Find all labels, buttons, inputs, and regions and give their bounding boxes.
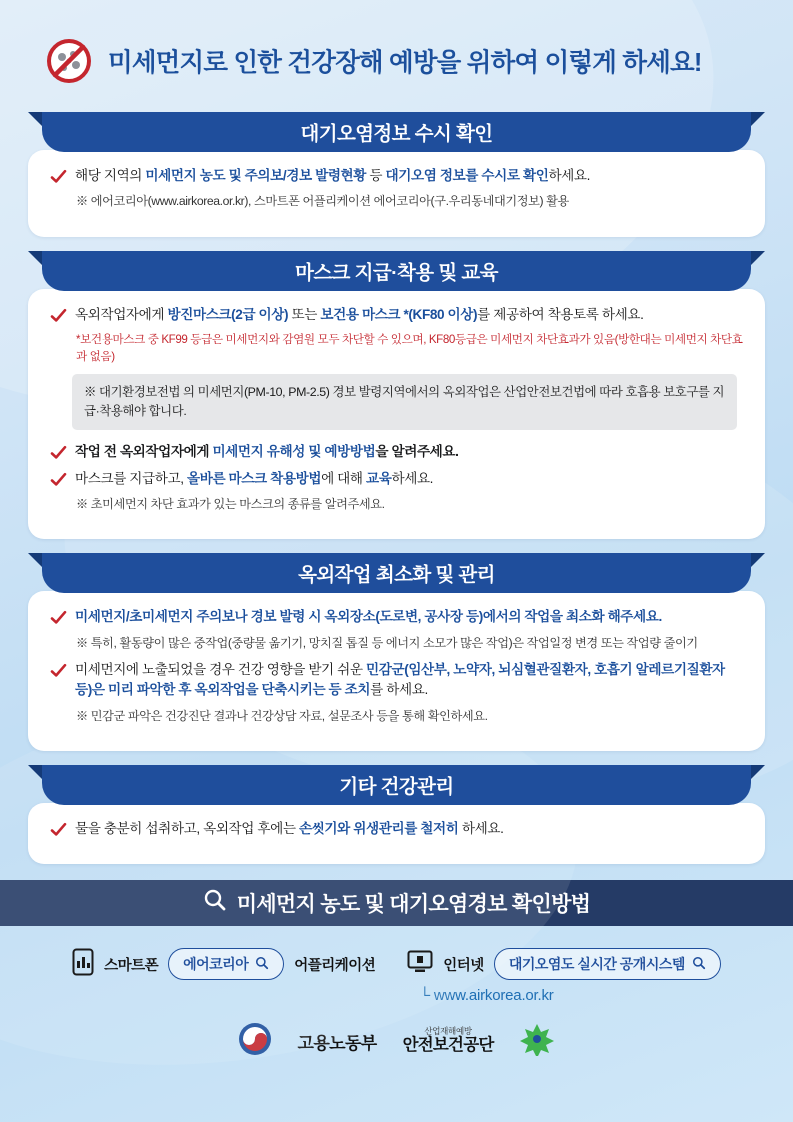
airkorea-url-row bbox=[0, 987, 793, 1004]
poster-section bbox=[28, 765, 765, 863]
smartphone-icon bbox=[72, 948, 94, 981]
checklist-item-text bbox=[75, 607, 662, 627]
internet-label: 인터넷 bbox=[443, 957, 484, 974]
text-run: 또는 bbox=[288, 306, 321, 322]
section-panel bbox=[28, 289, 765, 540]
text-run: 대기오염 정보를 수시로 확인 bbox=[385, 168, 549, 183]
smartphone-suffix: 어플리케이션 bbox=[294, 957, 376, 974]
check-icon bbox=[50, 821, 67, 838]
checklist-item-text bbox=[75, 166, 590, 186]
check-icon bbox=[50, 471, 67, 488]
kosha-logo-text-block bbox=[403, 1027, 494, 1055]
airkorea-app-pill[interactable] bbox=[168, 948, 284, 980]
monitor-icon bbox=[407, 950, 433, 979]
text-run: 해당 지역의 bbox=[75, 168, 146, 183]
checklist-item-text bbox=[75, 819, 503, 839]
text-run: 민감군(임산부, 노약자, 뇌심혈관질환자, 호흡기 알레르기질환자 등)은 미리 파악한 후 옥외작업을 단축시키는 등 조치 bbox=[75, 662, 725, 698]
checklist-item-text bbox=[75, 305, 643, 325]
note-text: ※ 특히, 활동량이 많은 중작업(중량물 옮기기, 망치질 톱질 등 에너지 소모가 많은 작업)은 작업일정 변경 또는 작업량 줄이기 bbox=[76, 635, 698, 650]
text-run: 손씻기와 위생관리를 철저히 bbox=[298, 821, 459, 837]
text-run: 물을 충분히 섭취하고, 옥외작업 후에는 bbox=[75, 821, 299, 837]
moel-logo-text: 고용노동부 bbox=[297, 1033, 377, 1053]
check-icon bbox=[50, 609, 67, 626]
poster-section bbox=[28, 251, 765, 540]
text-run: 하세요. bbox=[548, 168, 591, 183]
text-run: 등 bbox=[366, 168, 386, 183]
text-run: 미세먼지에 노출되었을 경우 건강 영향을 받기 쉬운 bbox=[75, 662, 366, 678]
search-icon bbox=[255, 956, 269, 973]
corner-arrow-icon: └ bbox=[419, 986, 434, 1004]
checklist-item bbox=[50, 607, 743, 627]
section-banner: 대기오염정보 수시 확인 bbox=[42, 112, 751, 152]
checklist-item bbox=[50, 660, 743, 701]
section-panel bbox=[28, 803, 765, 863]
airquality-system-label: 대기오염도 실시간 공개시스템 bbox=[508, 956, 685, 973]
moel-logo-mark bbox=[238, 1022, 272, 1061]
text-run: 를 하세요. bbox=[370, 682, 428, 698]
text-run: 하세요. bbox=[391, 470, 434, 486]
section-banner: 기타 건강관리 bbox=[42, 765, 751, 805]
checklist-item bbox=[50, 442, 743, 462]
text-run: 방진마스크(2급 이상) bbox=[167, 306, 289, 322]
text-run: 미세먼지 유해성 및 예방방법 bbox=[212, 444, 376, 460]
section-banner-wrap bbox=[28, 112, 765, 152]
legal-note-box: ※ 대기환경보전법 의 미세먼지(PM-10, PM-2.5) 경보 발령지역에서의 옥외작업은 산업안전보건법에 따라 호흡용 보호구를 지급·착용해야 합니다. bbox=[72, 374, 737, 430]
section-banner: 옥외작업 최소화 및 관리 bbox=[42, 553, 751, 593]
poster-section bbox=[28, 553, 765, 751]
footer-logos bbox=[0, 1022, 793, 1061]
check-icon bbox=[50, 168, 67, 185]
airkorea-app-label: 에어코리아 bbox=[183, 956, 249, 973]
check-icon bbox=[50, 444, 67, 461]
kosha-logo-sub: 산업재해예방 bbox=[424, 1025, 472, 1036]
section-banner: 마스크 지급·착용 및 교육 bbox=[42, 251, 751, 291]
sections-container bbox=[0, 112, 793, 864]
text-run: 을 알려주세요. bbox=[375, 444, 459, 460]
section-banner-wrap bbox=[28, 251, 765, 291]
kosha-logo-name: 안전보건공단 bbox=[402, 1036, 494, 1055]
checklist-item-text bbox=[75, 660, 743, 701]
checklist-item bbox=[50, 819, 743, 839]
check-icon bbox=[50, 662, 67, 679]
bottom-bar-title: 미세먼지 농도 및 대기오염경보 확인방법 bbox=[236, 892, 591, 916]
smartphone-label: 스마트폰 bbox=[104, 957, 159, 974]
section-banner-wrap bbox=[28, 765, 765, 805]
poster-header bbox=[0, 0, 793, 98]
text-run: 하세요. bbox=[458, 821, 504, 837]
howto-row bbox=[0, 926, 793, 985]
search-icon bbox=[692, 956, 706, 973]
text-run: 미세먼지/초미세먼지 주의보나 경보 발령 시 옥외장소(도로변, 공사장 등)에서의 작업을 최소화 해주세요. bbox=[75, 609, 662, 625]
note-text: ※ 에어코리아(www.airkorea.or.kr), 스마트폰 어플리케이션 에어코리아(구.우리동네대기정보) 활용 bbox=[76, 194, 569, 209]
airquality-system-pill[interactable] bbox=[494, 948, 721, 980]
note-text: ※ 민감군 파악은 건강진단 결과나 건강상담 자료, 설문조사 등을 통해 확인하세요. bbox=[76, 708, 488, 723]
note-text: ※ 초미세먼지 차단 효과가 있는 마스크의 종류를 알려주세요. bbox=[76, 497, 385, 512]
checklist-item-text bbox=[75, 469, 433, 489]
footnote-text: *보건용마스크 중 KF99 등급은 미세먼지와 감염원 모두 차단할 수 있으며, KF80등급은 미세먼지 차단효과가 있음(방한대는 미세먼지 차단효과 없음) bbox=[76, 333, 743, 364]
section-panel bbox=[28, 150, 765, 237]
dust-prohibited-icon bbox=[46, 38, 92, 84]
checklist-item-text bbox=[75, 442, 459, 462]
checklist-item bbox=[50, 166, 743, 186]
checklist-item bbox=[50, 305, 743, 325]
checklist-item bbox=[50, 469, 743, 489]
airkorea-url[interactable]: www.airkorea.or.kr bbox=[433, 986, 554, 1004]
text-run: 마스크를 지급하고, bbox=[75, 470, 187, 486]
poster-section bbox=[28, 112, 765, 237]
text-run: 를 제공하여 착용토록 하세요. bbox=[477, 306, 644, 322]
text-run: 보건용 마스크 *(KF80 이상) bbox=[320, 306, 478, 322]
check-icon bbox=[50, 307, 67, 324]
section-panel bbox=[28, 591, 765, 751]
magnifier-icon bbox=[203, 888, 227, 918]
page-title: 미세먼지로 인한 건강장해 예방을 위하여 이렇게 하세요! bbox=[108, 49, 702, 77]
text-run: 미세먼지 농도 및 주의보/경보 발령현황 bbox=[145, 168, 367, 183]
section-banner-wrap bbox=[28, 553, 765, 593]
text-run: 에 대해 bbox=[321, 470, 367, 486]
text-run: 작업 전 옥외작업자에게 bbox=[75, 444, 213, 460]
kosha-logo-mark bbox=[519, 1022, 555, 1061]
text-run: 교육 bbox=[366, 470, 392, 486]
text-run: 올바른 마스크 착용방법 bbox=[186, 470, 322, 486]
text-run: 옥외작업자에게 bbox=[75, 306, 168, 322]
bottom-bar bbox=[0, 880, 793, 926]
